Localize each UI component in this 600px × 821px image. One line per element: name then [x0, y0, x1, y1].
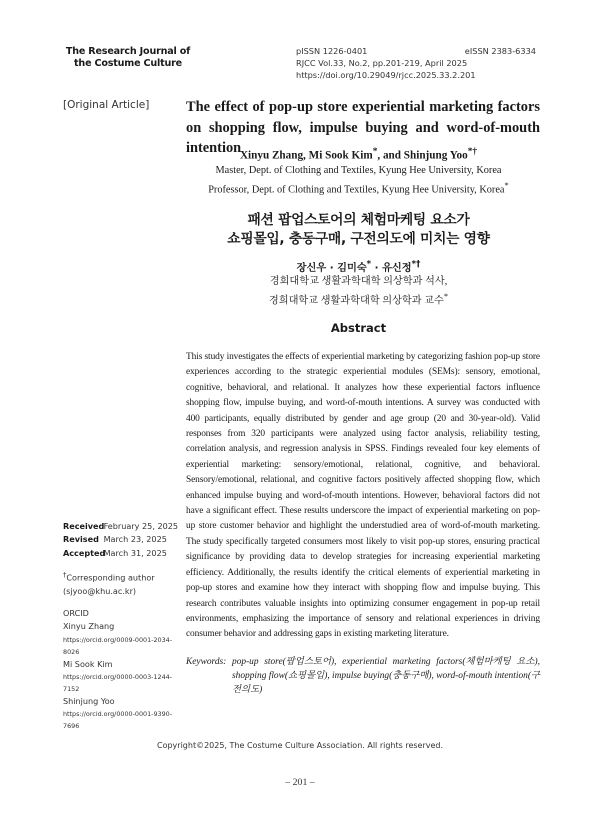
affiliation-mark: * [504, 180, 509, 190]
corresponding-author-label [63, 569, 183, 585]
affiliations [186, 163, 531, 197]
author-mark: * [366, 259, 372, 270]
journal-name-line1: The Research Journal of [65, 46, 191, 57]
orcid-author-name: Xinyu Zhang [63, 621, 115, 632]
corresponding-email[interactable]: (sjyoo@khu.ac.kr) [63, 585, 137, 596]
orcid-author-name: Mi Sook Kim [63, 658, 113, 669]
korean-title-line: 쇼핑몰입, 충동구매, 구전의도에 미치는 영향 [227, 231, 490, 247]
author-mark: *† [411, 259, 421, 270]
orcid-link[interactable]: https://orcid.org/0000-0003-1244-7152 [63, 673, 173, 694]
author-list [186, 147, 531, 162]
page-number: – 201 – [285, 777, 315, 788]
issn-row [296, 45, 536, 57]
keywords-text: pop-up store(팝업스토어), experiential marketing factors(체험마케팅 요소), shopping flow(쇼핑몰입), impulse buying(충동구매), word-of-mouth intention(구전의도) [232, 657, 540, 695]
article-title: The effect of pop-up store experiential marketing factors on shopping flow, impulse buying and word-of-mouth intention [186, 99, 540, 156]
revised-date: March 23, 2025 [103, 534, 167, 545]
dagger-mark: † [63, 570, 67, 579]
citation: RJCC Vol.33, No.2, pp.201-219, April 2025 [296, 58, 468, 69]
accepted-label: Accepted [63, 547, 106, 558]
received-date: February 25, 2025 [103, 521, 179, 531]
author-name: , and Shinjung Yoo [377, 149, 468, 162]
copyright-notice: Copyright©2025, The Costume Culture Association. All rights reserved. [156, 741, 444, 750]
revised-date-row [63, 533, 183, 546]
keywords-label: Keywords: [186, 657, 227, 667]
orcid-author-name: Shinjung Yoo [63, 696, 115, 707]
orcid-link[interactable]: https://orcid.org/0000-0001-9390-7696 [63, 710, 173, 731]
article-sidebar [63, 520, 183, 732]
author-mark: * [372, 147, 378, 157]
affiliation-text: Professor, Dept. of Clothing and Textiles, Kyung Hee University, Korea [208, 184, 505, 196]
journal-name-line2: the Costume Culture [74, 58, 182, 69]
korean-authors [186, 259, 531, 274]
doi-link[interactable]: https://doi.org/10.29049/rjcc.2025.33.2.201 [296, 70, 476, 81]
affiliation-mark: * [443, 291, 449, 301]
abstract-heading: Abstract [330, 321, 387, 335]
korean-author-name: 장신우 · 김미숙 [296, 263, 367, 274]
author-mark: *† [467, 147, 478, 157]
publication-info [296, 45, 536, 82]
pissn: pISSN 1226-0401 [296, 46, 368, 56]
orcid-label: ORCID [63, 608, 89, 619]
received-label: Received [63, 521, 105, 531]
abstract-text: This study investigates the effects of experiential marketing by categorizing fashion pop-up store experiences according to the strategic experiential modules (SEMs): sensory, emotional, cognitive, behavioral, and relational. It analyzes how these experiential factors influence shopping flow, impulse buying, and word-of-mouth intentions. A survey was conducted with 400 participants, equally distributed by gender and age group (20 and 30-year-old). Valid responses from 320 participants were analyzed using factor analysis, reliability testing, correlation analysis, and regression analysis in SPSS. Findings revealed four key elements of experiential marketing: sensory/emotional, relational, cognitive, and behavioral. Sensory/emotional, relational, and cognitive factors positively affected shopping flow, which enhanced impulse buying and word-of-mouth intentions. However, behavioral factors did not have a significant effect. These results underscore the impact of experiential marketing on pop-up store customer behavior and highlight the understudied area of word-of-mouth marketing. The study specifically targeted consumers most likely to visit pop-up stores, ensuring practical significance by providing data to develop strategies for increasing experiential marketing efficiency. Additionally, the results identify the critical elements of experiential marketing in pop-up stores and examine how they interact with shopping flow and impulse buying. This research contributes valuable insights into optimizing consumer engagement in pop-up retail environments, emphasizing the importance of sensory and relational experiences in driving consumer behavior and addressing gaps in existing marketing literature. [186, 352, 540, 640]
korean-title [186, 211, 531, 249]
korean-affiliation-line [186, 289, 531, 308]
accepted-date: March 31, 2025 [103, 547, 167, 558]
korean-affiliation-text: 경희대학교 생활과학대학 의상학과 교수 [268, 295, 444, 307]
received-date-row [63, 520, 183, 533]
korean-affiliation-line: 경희대학교 생활과학대학 의상학과 석사, [269, 276, 448, 287]
orcid-link[interactable]: https://orcid.org/0009-0001-2034-8026 [63, 635, 173, 656]
korean-author-name: · 유신정 [371, 263, 412, 274]
revised-label: Revised [63, 534, 99, 545]
journal-name [63, 46, 193, 70]
korean-title-line: 패션 팝업스토어의 체험마케팅 요소가 [247, 212, 470, 228]
korean-affiliations [186, 274, 531, 308]
keywords [186, 655, 540, 697]
accepted-date-row [63, 547, 183, 560]
eissn: eISSN 2383-6334 [464, 46, 536, 56]
affiliation-line [186, 178, 531, 197]
author-name: Xinyu Zhang, [239, 149, 309, 162]
article-type: [Original Article] [63, 99, 150, 111]
author-name: Mi Sook Kim [308, 149, 373, 162]
affiliation-line: Master, Dept. of Clothing and Textiles, Kyung Hee University, Korea [215, 165, 502, 176]
corresponding-author-text: Corresponding author [66, 572, 155, 583]
